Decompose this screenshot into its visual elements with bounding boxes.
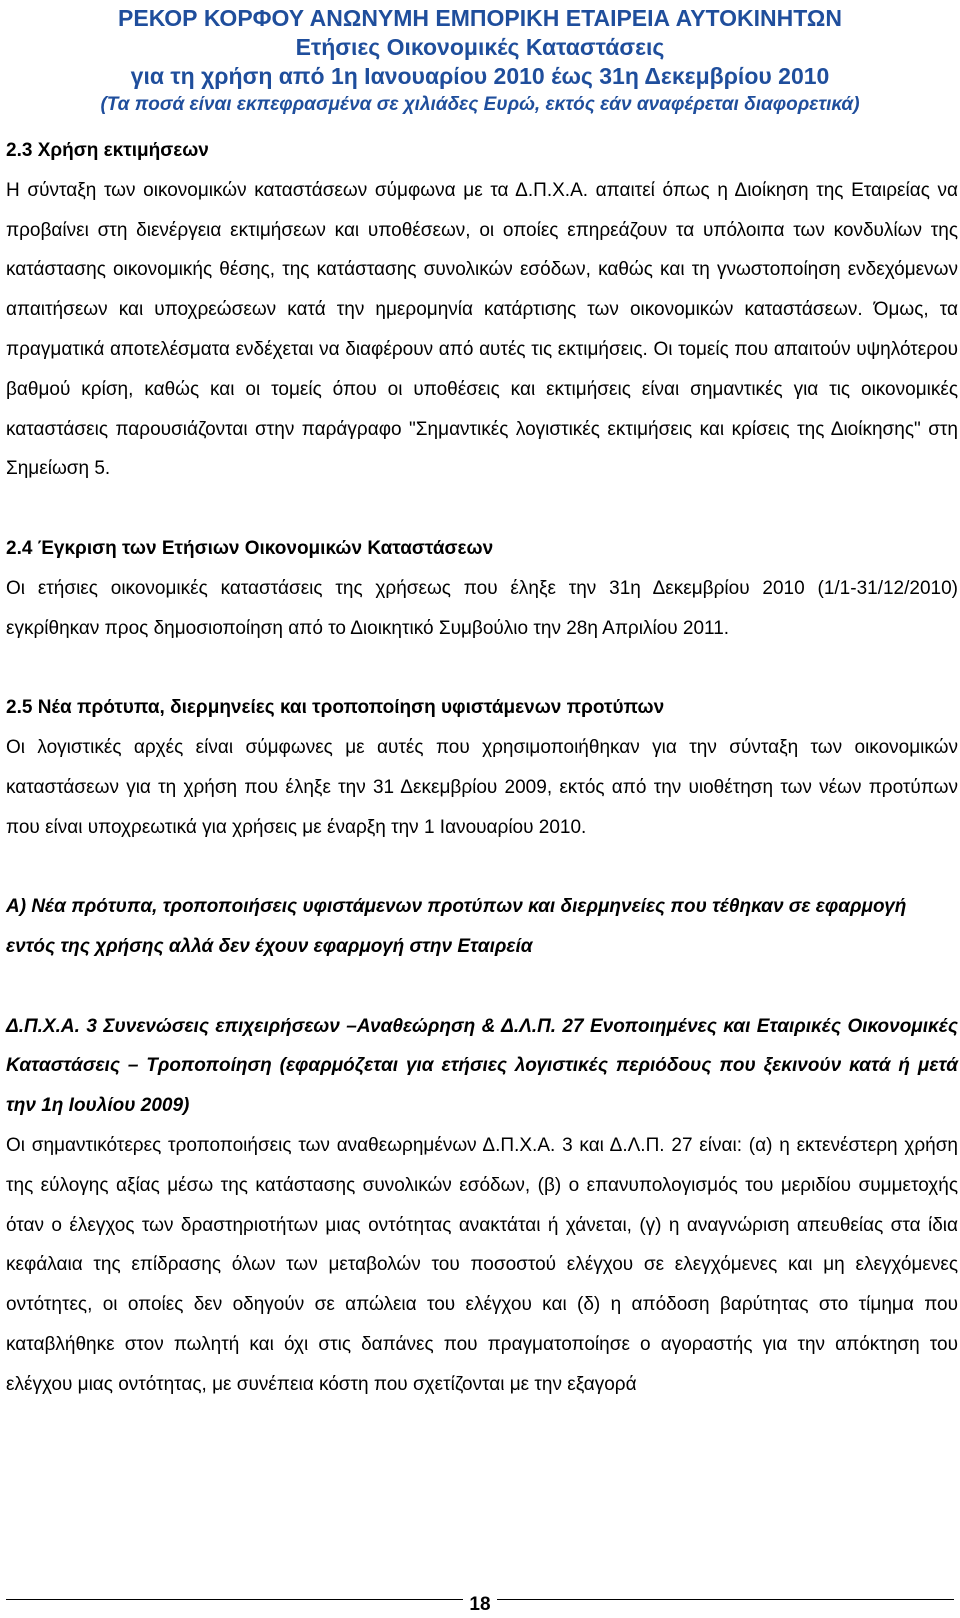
document-title: Ετήσιες Οικονομικές Καταστάσεις	[295, 34, 665, 60]
document-body	[6, 131, 958, 1405]
ifrs3-heading: Δ.Π.Χ.Α. 3 Συνενώσεις επιχειρήσεων –Αναθεώρηση & Δ.Λ.Π. 27 Ενοποιημένες και Εταιρικές Οικονομικές Καταστάσεις – Τροποποίηση (εφαρμόζεται για ετήσιες λογιστικές περιόδους που ξεκινούν κατά ή μετά την 1η Ιουλίου 2009)	[6, 1015, 958, 1117]
ifrs3-body: Οι σημαντικότερες τροποποιήσεις των αναθεωρημένων Δ.Π.Χ.Α. 3 και Δ.Λ.Π. 27 είναι: (α) η εκτενέστερη χρήση της εύλογης αξίας μέσω της κατάστασης συνολικών εσόδων, (β) ο επανυπολογισμός του μεριδίου συμμετοχής όταν ο έλεγχος των δραστηριοτήτων μιας οντότητας ανακτάται ή χάνεται, (γ) η αναγνώριση απευθείας στα ίδια κεφάλαια της επίδρασης όλων των μεταβολών του ποσοστού ελέγχου σε ελεγχόμενες και μη ελεγχόμενες οντότητες, οι οποίες δεν οδηγούν σε απώλεια του ελέγχου και (δ) η απόδοση βαρύτητας στο τίμημα που καταβλήθηκε στον πωλητή και όχι στις δαπάνες που πραγματοποίησε ο αγοραστής για την απόκτηση του ελέγχου μιας οντότητας, με συνέπεια κόστη που σχετίζονται με την εξαγορά	[6, 1134, 958, 1395]
spacer	[6, 967, 958, 1007]
section-body-2-5: Οι λογιστικές αρχές είναι σύμφωνες με αυτές που χρησιμοποιήθηκαν για την σύνταξη των οικονομικών καταστάσεων για τη χρήση που έληξε την 31 Δεκεμβρίου 2009, εκτός από την υιοθέτηση των νέων προτύπων που είναι υποχρεωτικά για χρήσεις με έναρξη την 1 Ιανουαρίου 2010.	[6, 736, 958, 838]
section-body-2-4: Οι ετήσιες οικονομικές καταστάσεις της χρήσεως που έληξε την 31η Δεκεμβρίου 2010 (1/1-31/12/2010) εγκρίθηκαν προς δημοσιοποίηση από το Διοικητικό Συμβούλιο την 28η Απριλίου 2011.	[6, 577, 958, 639]
spacer	[6, 847, 958, 887]
page-number-text: 18	[463, 1594, 496, 1615]
section-heading-2-4: 2.4 Έγκριση των Ετήσιων Οικονομικών Καταστάσεων	[6, 537, 494, 559]
company-name: ΡΕΚΟΡ ΚΟΡΦΟΥ ΑΝΩΝΥΜΗ ΕΜΠΟΡΙΚΗ ΕΤΑΙΡΕΙΑ ΑΥΤΟΚΙΝΗΤΩΝ	[118, 5, 842, 31]
spacer	[6, 648, 958, 688]
section-heading-2-3: 2.3 Χρήση εκτιμήσεων	[6, 140, 209, 161]
reporting-period: για τη χρήση από 1η Ιανουαρίου 2010 έως 31η Δεκεμβρίου 2010	[130, 63, 830, 89]
section-body-2-3: Η σύνταξη των οικονομικών καταστάσεων σύμφωνα με τα Δ.Π.Χ.Α. απαιτεί όπως η Διοίκηση της Εταιρείας να προβαίνει στη διενέργεια εκτιμήσεων και υποθέσεων, οι οποίες επηρεάζουν τα υπόλοιπα των κονδυλίων της κατάστασης οικονομικής θέσης, της κατάστασης συνολικών εσόδων, καθώς και τη γνωστοποίηση ενδεχόμενων απαιτήσεων και υποχρεώσεων κατά την ημερομηνία κατάρτισης των οικονομικών καταστάσεων. Όμως, τα πραγματικά αποτελέσματα ενδέχεται να διαφέρουν από αυτές τις εκτιμήσεις. Οι τομείς που απαιτούν υψηλότερου βαθμού κρίση, καθώς και οι τομείς όπου οι υποθέσεις και εκτιμήσεις είναι σημαντικές για τις οικονομικές καταστάσεις παρουσιάζονται στην παράγραφο "Σημαντικές λογιστικές εκτιμήσεις και κρίσεις της Διοίκησης" στη Σημείωση 5.	[6, 179, 958, 480]
subsection-heading-a: Α) Νέα πρότυπα, τροποποιήσεις υφιστάμενων προτύπων και διερμηνείες που τέθηκαν σε εφαρμογή εντός της χρήσης αλλά δεν έχουν εφαρμογή στην Εταιρεία	[6, 896, 907, 957]
section-heading-2-5: 2.5 Νέα πρότυπα, διερμηνείες και τροποποίηση υφιστάμενων προτύπων	[6, 697, 665, 719]
currency-note: (Τα ποσά είναι εκπεφρασμένα σε χιλιάδες Ευρώ, εκτός εάν αναφέρεται διαφορετικά)	[100, 94, 860, 115]
spacer	[6, 489, 958, 529]
page-number	[0, 1594, 960, 1616]
page-header	[0, 4, 960, 118]
